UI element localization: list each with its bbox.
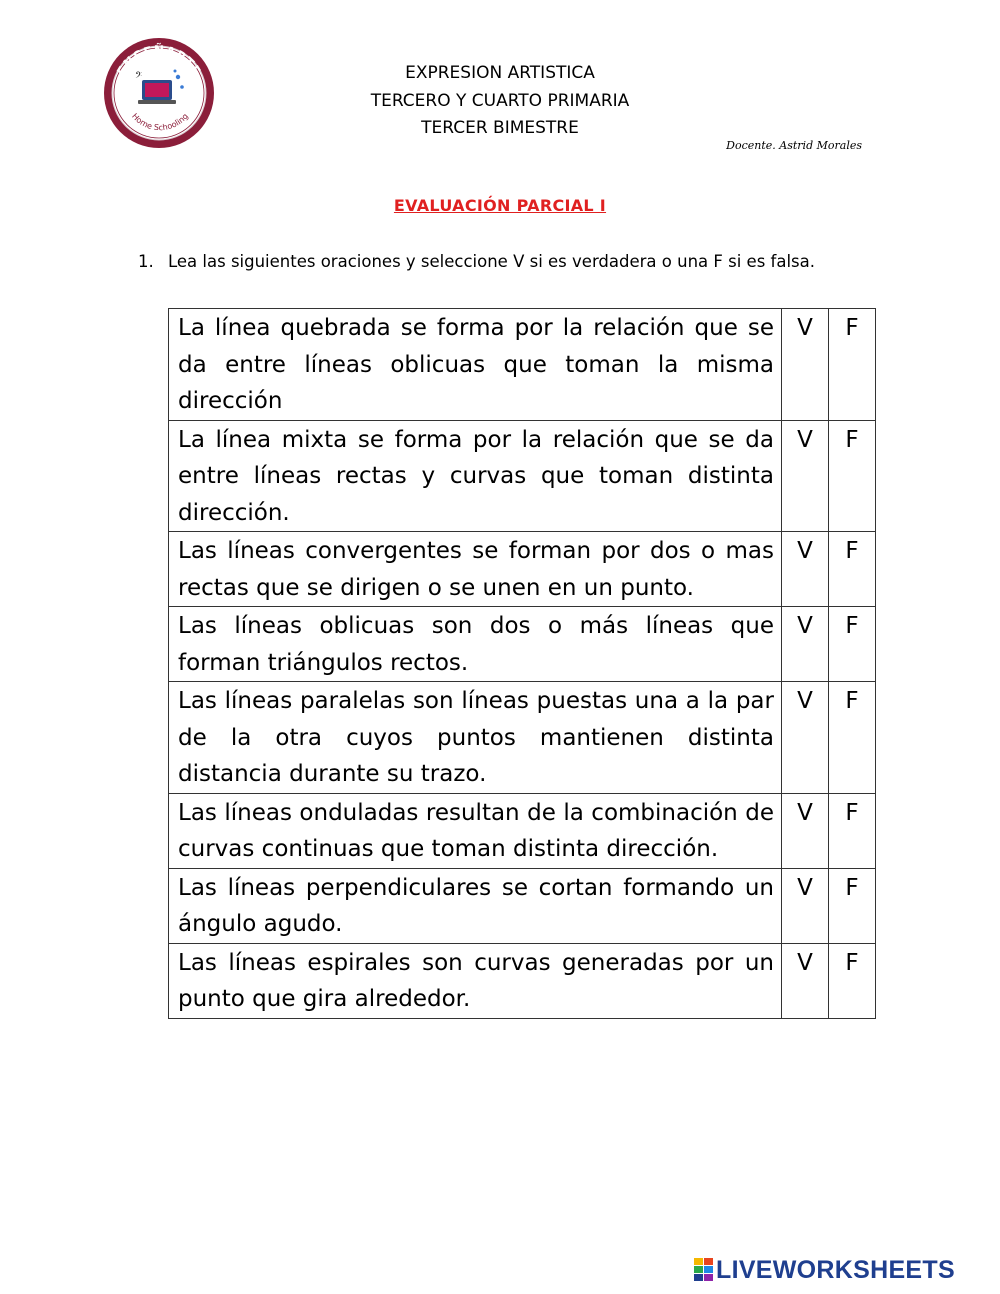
option-false-cell[interactable] [829, 682, 876, 794]
option-false[interactable]: F [845, 688, 859, 714]
question-row [169, 607, 876, 682]
teacher-name: Docente. Astrid Morales [726, 139, 862, 152]
option-false-cell[interactable] [829, 532, 876, 607]
liveworksheets-icon [694, 1258, 714, 1282]
instruction [138, 252, 815, 271]
question-statement: La línea quebrada se forma por la relación que se da entre líneas oblicuas que toman la misma dirección [169, 309, 782, 421]
option-true[interactable]: V [797, 613, 813, 639]
option-false-cell[interactable] [829, 309, 876, 421]
true-false-table [168, 308, 876, 1019]
option-false-cell[interactable] [829, 420, 876, 532]
option-true-cell[interactable] [782, 309, 829, 421]
question-statement: La línea mixta se forma por la relación que se da entre líneas rectas y curvas que toman distinta dirección. [169, 420, 782, 532]
option-false[interactable]: F [845, 538, 859, 564]
question-row [169, 532, 876, 607]
evaluation-title: EVALUACIÓN PARCIAL I [393, 196, 607, 215]
option-true-cell[interactable] [782, 943, 829, 1018]
option-true-cell[interactable] [782, 868, 829, 943]
logo-brand: ENSEÑARTE [114, 42, 204, 79]
logo-tagline: Home Schooling [130, 111, 190, 133]
option-true-cell[interactable] [782, 607, 829, 682]
option-true-cell[interactable] [782, 532, 829, 607]
liveworksheets-brand [694, 1256, 955, 1284]
option-false[interactable]: F [845, 949, 859, 976]
option-false-cell[interactable] [829, 943, 876, 1018]
svg-text:𝄢: 𝄢 [135, 70, 143, 83]
question-statement: Las líneas oblicuas son dos o más líneas que forman triángulos rectos. [169, 607, 782, 682]
instruction-text: Lea las siguientes oraciones y seleccione V si es verdadera o una F si es falsa. [168, 252, 816, 271]
option-false[interactable]: F [845, 613, 859, 639]
school-logo [102, 36, 216, 150]
option-true-cell[interactable] [782, 420, 829, 532]
course-subject: EXPRESION ARTISTICA [405, 63, 595, 83]
option-true[interactable]: V [797, 426, 813, 453]
option-false[interactable]: F [845, 315, 859, 341]
option-false-cell[interactable] [829, 793, 876, 868]
question-statement: Las líneas perpendiculares se cortan formando un ángulo agudo. [169, 868, 782, 943]
course-header [300, 60, 700, 143]
option-false[interactable]: F [845, 426, 859, 453]
option-true-cell[interactable] [782, 793, 829, 868]
option-false[interactable]: F [845, 799, 859, 826]
liveworksheets-label: LIVEWORKSHEETS [716, 1255, 955, 1284]
question-statement: Las líneas onduladas resultan de la combinación de curvas continuas que toman distinta dirección. [169, 793, 782, 868]
option-false-cell[interactable] [829, 868, 876, 943]
option-false-cell[interactable] [829, 607, 876, 682]
option-true[interactable]: V [797, 688, 813, 714]
question-row [169, 309, 876, 421]
option-true[interactable]: V [797, 538, 813, 564]
option-false[interactable]: F [845, 874, 859, 901]
option-true[interactable]: V [797, 874, 813, 901]
question-row [169, 868, 876, 943]
option-true[interactable]: V [797, 949, 813, 976]
question-statement: Las líneas convergentes se forman por dos o mas rectas que se dirigen o se unen en un punto. [169, 532, 782, 607]
option-true-cell[interactable] [782, 682, 829, 794]
course-term: TERCER BIMESTRE [421, 118, 579, 138]
instruction-number: 1. [138, 252, 154, 271]
option-true[interactable]: V [797, 799, 813, 826]
question-statement: Las líneas paralelas son líneas puestas una a la par de la otra cuyos puntos mantienen distinta distancia durante su trazo. [169, 682, 782, 794]
question-row [169, 793, 876, 868]
question-row [169, 943, 876, 1018]
option-true[interactable]: V [797, 315, 813, 341]
question-statement: Las líneas espirales son curvas generadas por un punto que gira alrededor. [169, 943, 782, 1018]
question-row [169, 682, 876, 794]
question-row [169, 420, 876, 532]
course-grades: TERCERO Y CUARTO PRIMARIA [370, 90, 630, 111]
